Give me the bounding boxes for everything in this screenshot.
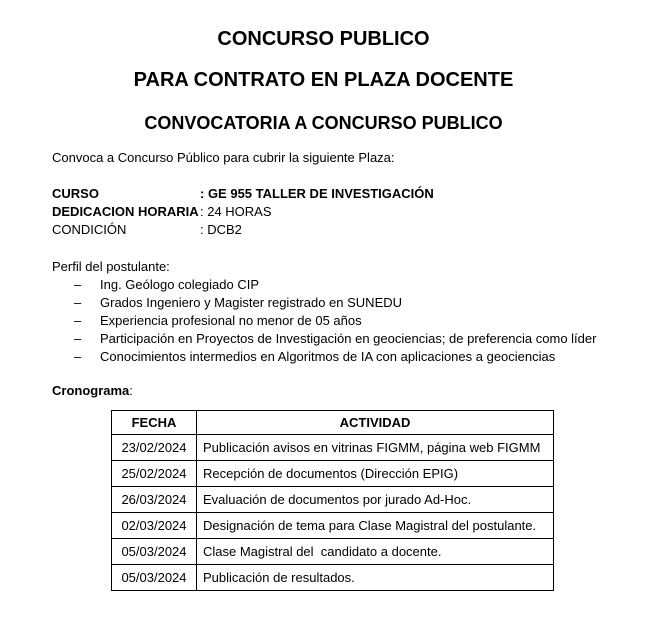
cell-fecha: 02/03/2024 bbox=[112, 513, 197, 539]
list-item-text: Participación en Proyectos de Investigación en geociencias; de preferencia como líder bbox=[100, 331, 597, 346]
field-row-condicion bbox=[52, 221, 434, 239]
list-item bbox=[52, 330, 596, 348]
field-label: DEDICACION HORARIA bbox=[52, 204, 199, 219]
page-subtitle: PARA CONTRATO EN PLAZA DOCENTE bbox=[133, 69, 514, 91]
table-header-row bbox=[112, 411, 554, 435]
dash-bullet: – bbox=[74, 277, 82, 292]
list-item-text: Conocimientos intermedios en Algoritmos de IA con aplicaciones a geociencias bbox=[100, 349, 556, 364]
list-item bbox=[52, 294, 596, 312]
dash-bullet: – bbox=[74, 331, 82, 346]
cell-fecha: 05/03/2024 bbox=[112, 539, 197, 565]
perfil-title: Perfil del postulante: bbox=[52, 259, 170, 274]
list-item-text: Grados Ingeniero y Magister registrado en SUNEDU bbox=[100, 295, 403, 310]
dash-bullet: – bbox=[74, 295, 82, 310]
table-row bbox=[112, 513, 554, 539]
cell-actividad: Clase Magistral del candidato a docente. bbox=[197, 539, 554, 565]
header-actividad: ACTIVIDAD bbox=[197, 411, 554, 435]
list-item-text: Experiencia profesional no menor de 05 años bbox=[100, 313, 362, 328]
field-value: : GE 955 TALLER DE INVESTIGACIÓN bbox=[200, 186, 434, 201]
section-title: CONVOCATORIA A CONCURSO PUBLICO bbox=[144, 113, 503, 133]
table-row bbox=[112, 487, 554, 513]
list-item bbox=[52, 276, 596, 294]
field-row-dedicacion bbox=[52, 203, 434, 221]
table-row bbox=[112, 461, 554, 487]
schedule-table bbox=[111, 410, 554, 591]
cell-fecha: 23/02/2024 bbox=[112, 435, 197, 461]
table-row bbox=[112, 565, 554, 591]
dash-bullet: – bbox=[74, 349, 82, 364]
cell-actividad: Publicación de resultados. bbox=[197, 565, 554, 591]
cell-actividad: Publicación avisos en vitrinas FIGMM, página web FIGMM bbox=[197, 435, 554, 461]
perfil-list bbox=[52, 276, 596, 366]
intro-text: Convoca a Concurso Público para cubrir la siguiente Plaza: bbox=[52, 150, 395, 165]
field-value: : DCB2 bbox=[200, 222, 242, 237]
cell-actividad: Recepción de documentos (Dirección EPIG) bbox=[197, 461, 554, 487]
cell-fecha: 05/03/2024 bbox=[112, 565, 197, 591]
field-value: : 24 HORAS bbox=[200, 204, 272, 219]
field-label: CONDICIÓN bbox=[52, 222, 127, 237]
cell-actividad: Designación de tema para Clase Magistral del postulante. bbox=[197, 513, 554, 539]
cell-fecha: 26/03/2024 bbox=[112, 487, 197, 513]
list-item bbox=[52, 348, 596, 366]
cronograma-colon: : bbox=[129, 383, 133, 398]
field-label: CURSO bbox=[52, 186, 99, 201]
cronograma-title bbox=[52, 383, 133, 398]
cell-fecha: 25/02/2024 bbox=[112, 461, 197, 487]
header-fecha: FECHA bbox=[112, 411, 197, 435]
list-item bbox=[52, 312, 596, 330]
course-fields bbox=[52, 185, 434, 239]
dash-bullet: – bbox=[74, 313, 82, 328]
cell-actividad: Evaluación de documentos por jurado Ad-Hoc. bbox=[197, 487, 554, 513]
page-title: CONCURSO PUBLICO bbox=[217, 28, 430, 50]
cronograma-label: Cronograma bbox=[52, 383, 130, 398]
table-row bbox=[112, 435, 554, 461]
field-row-curso bbox=[52, 185, 434, 203]
list-item-text: Ing. Geólogo colegiado CIP bbox=[100, 277, 259, 292]
table-row bbox=[112, 539, 554, 565]
